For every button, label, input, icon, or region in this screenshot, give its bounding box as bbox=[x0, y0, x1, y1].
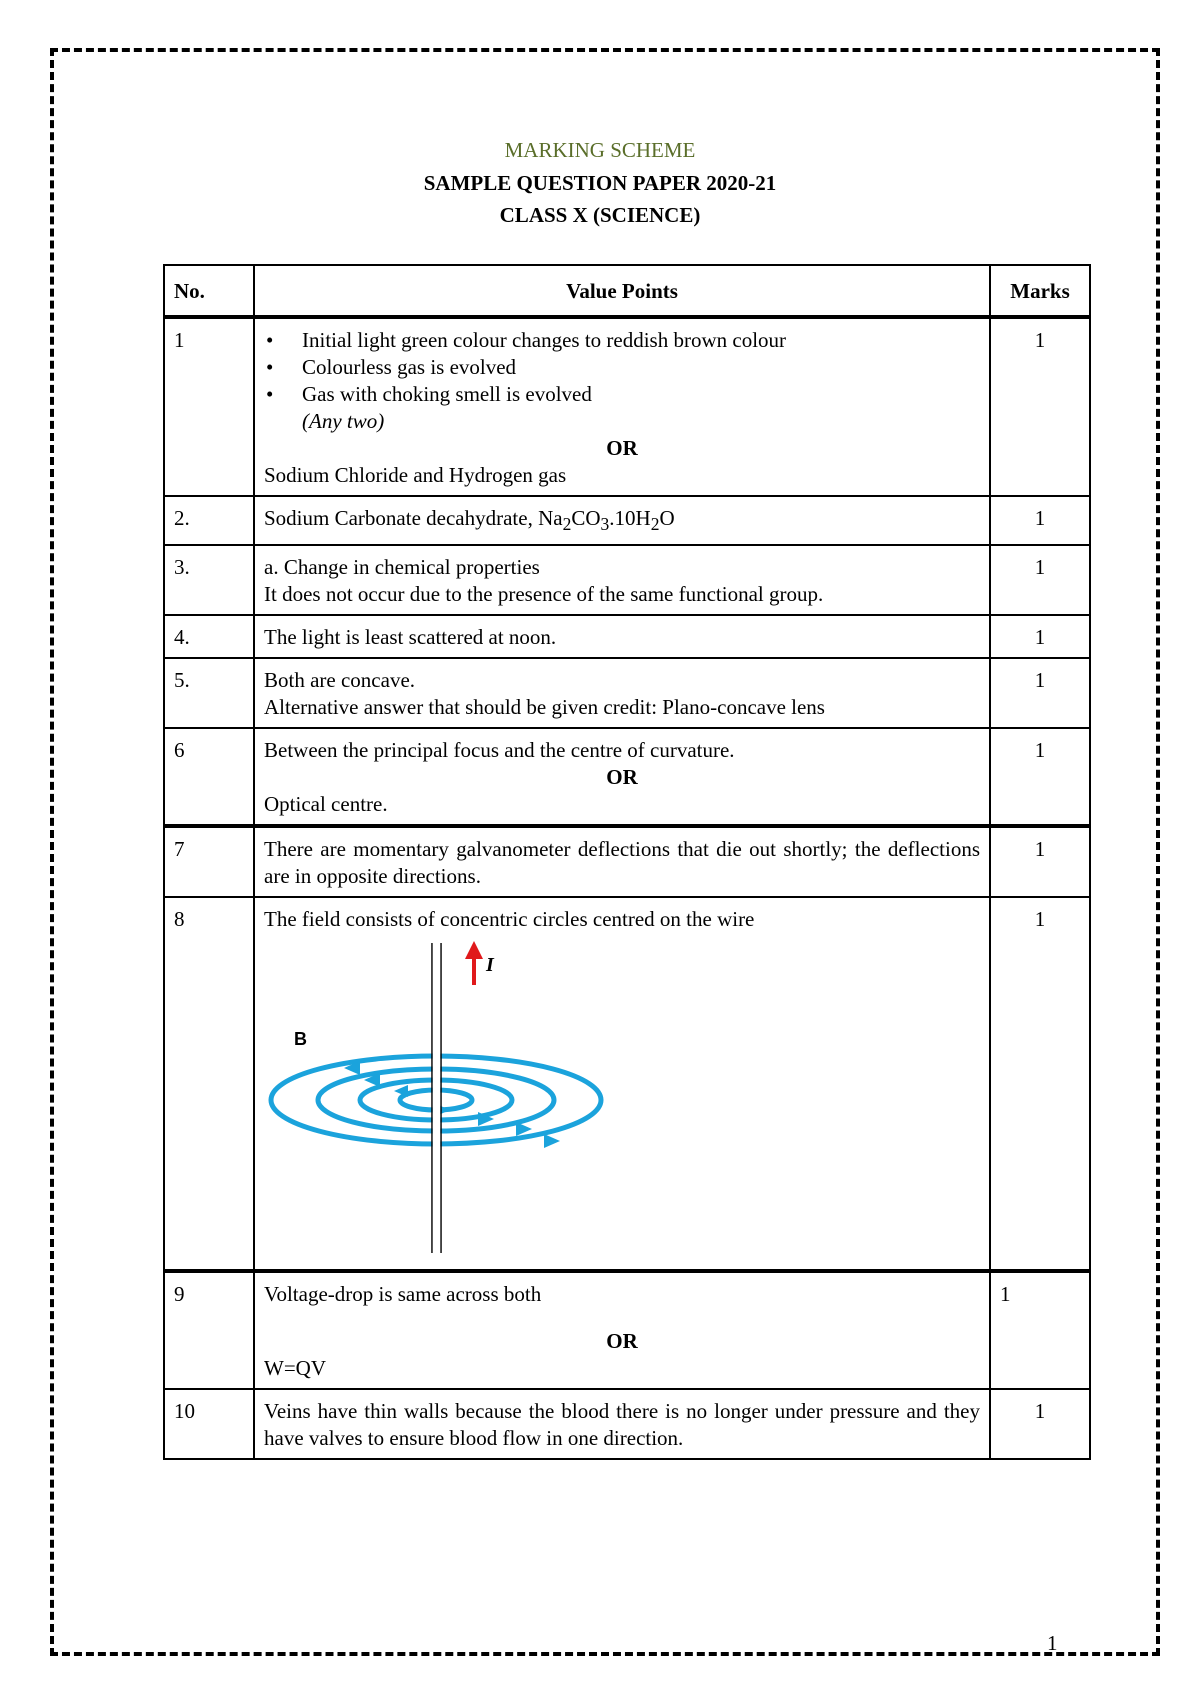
table-row bbox=[164, 897, 1090, 1271]
marks-value: 1 bbox=[990, 496, 1090, 545]
class-title: CLASS X (SCIENCE) bbox=[499, 203, 701, 227]
answer-line: Voltage-drop is same across both bbox=[264, 1282, 542, 1307]
table-row bbox=[164, 658, 1090, 728]
current-arrow bbox=[465, 941, 483, 985]
answer-line: Between the principal focus and the centre of curvature. bbox=[264, 738, 735, 763]
answer-line: Alternative answer that should be given credit: Plano-concave lens bbox=[264, 695, 825, 720]
header-value-points: Value Points bbox=[254, 265, 990, 317]
current-label: I bbox=[486, 954, 494, 977]
list-item: • Colourless gas is evolved bbox=[264, 354, 980, 381]
answer-line: The field consists of concentric circles centred on the wire bbox=[264, 907, 755, 932]
marks-value: 1 bbox=[990, 826, 1090, 897]
value-points bbox=[254, 1271, 990, 1389]
marking-table bbox=[163, 264, 1091, 1460]
list-item: • Initial light green colour changes to reddish brown colour bbox=[264, 327, 980, 354]
table-row bbox=[164, 1389, 1090, 1459]
table-row bbox=[164, 545, 1090, 615]
any-two-note: (Any two) bbox=[302, 409, 385, 433]
paper-title: SAMPLE QUESTION PAPER 2020-21 bbox=[423, 171, 777, 195]
magnetic-field-diagram bbox=[264, 933, 624, 1263]
answer-text: CO bbox=[571, 506, 601, 530]
subscript: 2 bbox=[650, 514, 660, 535]
or-label: OR bbox=[606, 1329, 638, 1354]
question-number: 6 bbox=[164, 728, 254, 826]
question-number: 7 bbox=[164, 826, 254, 897]
field-label: B bbox=[294, 1029, 307, 1050]
value-points bbox=[254, 897, 990, 1271]
answer-line: Both are concave. bbox=[264, 668, 416, 693]
value-points bbox=[254, 317, 990, 496]
wire-fill bbox=[433, 943, 440, 1253]
arrow-head bbox=[544, 1134, 560, 1148]
question-number: 4. bbox=[164, 615, 254, 658]
question-number: 9 bbox=[164, 1271, 254, 1389]
question-number: 3. bbox=[164, 545, 254, 615]
marks-value: 1 bbox=[990, 615, 1090, 658]
question-number: 2. bbox=[164, 496, 254, 545]
marks-value: 1 bbox=[990, 897, 1090, 1271]
table-row bbox=[164, 317, 1090, 496]
answer-text: O bbox=[659, 506, 675, 530]
alternative-answer: Sodium Chloride and Hydrogen gas bbox=[264, 463, 567, 487]
table-row bbox=[164, 615, 1090, 658]
table-row bbox=[164, 728, 1090, 826]
magnetic-field-figure bbox=[264, 933, 980, 1263]
table-row bbox=[164, 496, 1090, 545]
answer-text: Sodium Carbonate decahydrate, Na bbox=[264, 506, 563, 530]
value-points: There are momentary galvanometer deflections that die out shortly; the deflections are in opposite directions. bbox=[254, 826, 990, 897]
value-points: Veins have thin walls because the blood there is no longer under pressure and they have valves to ensure blood flow in one direction. bbox=[254, 1389, 990, 1459]
header-no: No. bbox=[164, 265, 254, 317]
table-row bbox=[164, 1271, 1090, 1389]
value-points bbox=[254, 728, 990, 826]
list-item: • Gas with choking smell is evolved bbox=[264, 381, 980, 408]
value-points bbox=[254, 545, 990, 615]
question-number: 10 bbox=[164, 1389, 254, 1459]
marks-value: 1 bbox=[990, 658, 1090, 728]
answer-line: Optical centre. bbox=[264, 792, 388, 817]
question-number: 5. bbox=[164, 658, 254, 728]
answer-line: W=QV bbox=[264, 1356, 326, 1381]
marks-value: 1 bbox=[990, 1389, 1090, 1459]
subscript: 2 bbox=[562, 514, 572, 535]
marks-value: 1 bbox=[990, 545, 1090, 615]
answer-line: It does not occur due to the presence of the same functional group. bbox=[264, 582, 824, 607]
page-number: 1 bbox=[1047, 1631, 1058, 1655]
bullet-list bbox=[264, 327, 980, 408]
question-number: 1 bbox=[164, 317, 254, 496]
answer-line: a. Change in chemical properties bbox=[264, 555, 540, 580]
scheme-title: MARKING SCHEME bbox=[504, 138, 696, 162]
marks-value: 1 bbox=[990, 1271, 1090, 1389]
question-number: 8 bbox=[164, 897, 254, 1271]
subscript: 3 bbox=[600, 514, 610, 535]
value-points bbox=[254, 496, 990, 545]
value-points bbox=[254, 658, 990, 728]
current-arrow-head bbox=[465, 941, 483, 959]
value-points: The light is least scattered at noon. bbox=[254, 615, 990, 658]
or-label: OR bbox=[606, 436, 638, 460]
header-marks: Marks bbox=[990, 265, 1090, 317]
table-row bbox=[164, 826, 1090, 897]
marks-value: 1 bbox=[990, 317, 1090, 496]
table-header-row bbox=[164, 265, 1090, 317]
marks-value: 1 bbox=[990, 728, 1090, 826]
answer-text: .10H bbox=[609, 506, 651, 530]
or-label: OR bbox=[606, 765, 638, 790]
